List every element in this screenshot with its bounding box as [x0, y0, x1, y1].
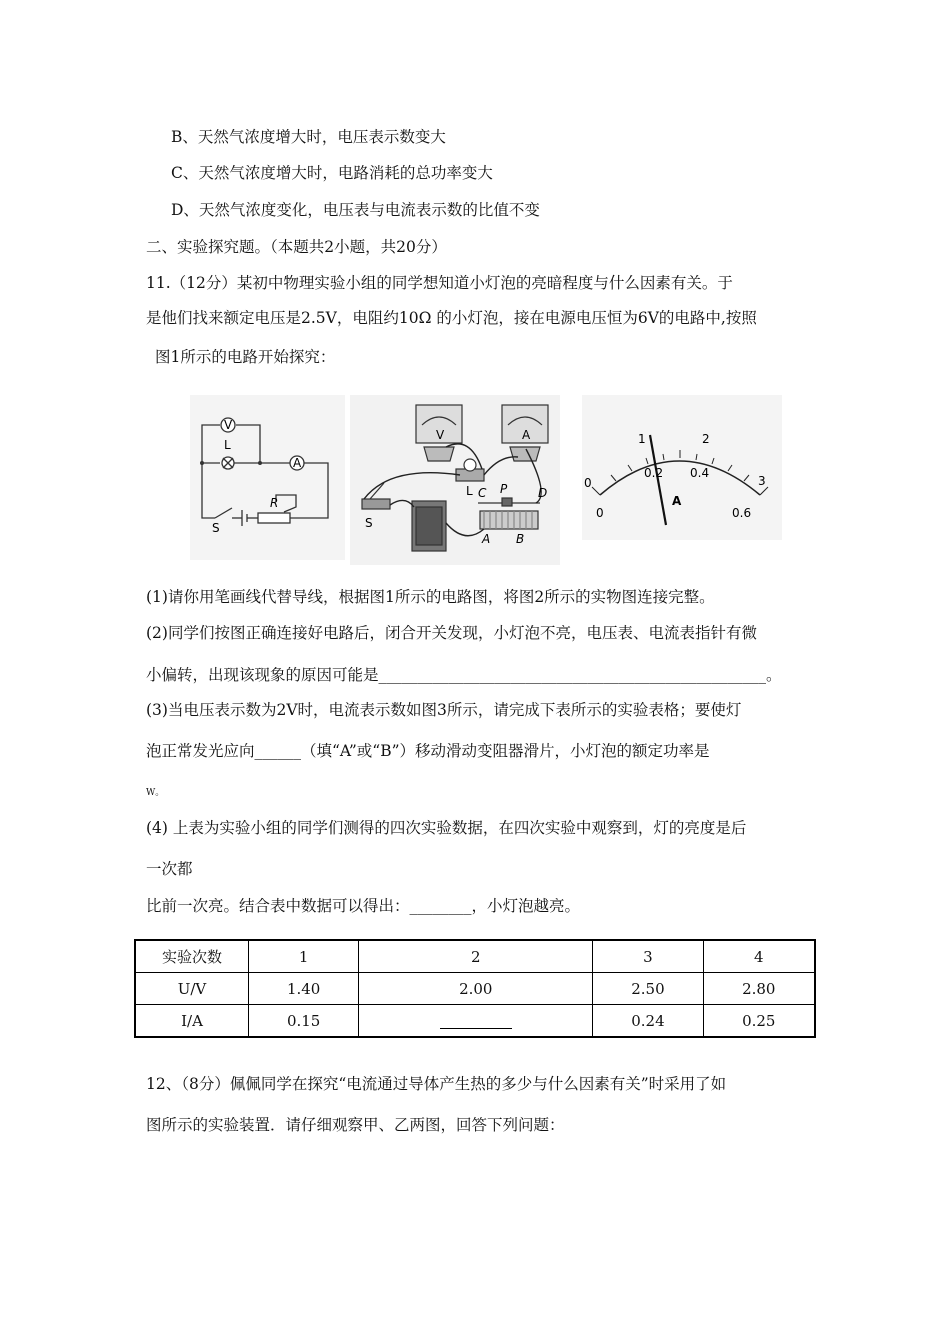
table-cell: 3 [593, 940, 703, 973]
table-cell: 2.00 [359, 973, 593, 1005]
data-table [134, 939, 816, 1038]
fig1-a-label: A [293, 456, 302, 470]
q11-part-3-line-3: W。 [146, 788, 165, 798]
fig3-tick-2: 2 [702, 432, 710, 446]
fig2-s-label: S [365, 516, 373, 530]
fig3-tick-3: 3 [758, 474, 766, 488]
fig3-tick-1: 1 [638, 432, 646, 446]
fig2-b-label: B [516, 532, 525, 546]
table-cell: 0.25 [703, 1005, 815, 1038]
q11-part-1: (1)请你用笔画线代替导线，根据图1所示的电路图，将图2所示的实物图连接完整。 [146, 588, 715, 606]
fig2-v-label: V [436, 428, 445, 442]
answer-blank [440, 1014, 512, 1029]
q11-line-3: 图1所示的电路开始探究： [155, 348, 336, 366]
q12-line-1: 12、（8分）佩佩同学在探究“电流通过导体产生热的多少与什么因素有关”时采用了如 [146, 1075, 727, 1093]
q11-part-4-line-2: 一次都 [146, 860, 193, 878]
table-cell: 实验次数 [135, 940, 249, 973]
fig2-a2-label: A [482, 532, 491, 546]
table-cell: 2 [359, 940, 593, 973]
q11-part-2-line-1: (2)同学们按图正确连接好电路后，闭合开关发现，小灯泡不亮，电压表、电流表指针有微 [146, 624, 757, 642]
fig3-tick-02: 0.2 [644, 466, 664, 480]
fig2-c-label: C [478, 486, 487, 500]
table-cell: 0.24 [593, 1005, 703, 1038]
section-title: 二、实验探究题。（本题共2小题，共20分） [146, 238, 447, 256]
fig3-unit-label: A [672, 494, 682, 508]
figure-group [190, 395, 775, 565]
table-cell: 0.15 [249, 1005, 359, 1038]
q12-line-2: 图所示的实验装置．请仔细观察甲、乙两图，回答下列问题： [146, 1116, 565, 1134]
table-header-row [135, 940, 815, 973]
q11-part-4-line-1: (4) 上表为实验小组的同学们测得的四次实验数据，在四次实验中观察到，灯的亮度是后 [146, 819, 747, 837]
q11-part-4-line-3: 比前一次亮。结合表中数据可以得出：________，小灯泡越亮。 [146, 897, 581, 915]
fig3-tick-04: 0.4 [690, 466, 710, 480]
fig2-p-label: P [500, 482, 508, 496]
table-cell: 1.40 [249, 973, 359, 1005]
option-c: C、天然气浓度增大时，电路消耗的总功率变大 [171, 164, 493, 182]
table-cell: 1 [249, 940, 359, 973]
q11-part-3-line-1: (3)当电压表示数为2V时，电流表示数如图3所示，请完成下表所示的实验表格；要使灯 [146, 701, 742, 719]
option-d: D、天然气浓度变化，电压表与电流表示数的比值不变 [171, 201, 540, 219]
fig1-v-label: V [224, 418, 233, 432]
table-row [135, 973, 815, 1005]
fig3-tick-06: 0.6 [732, 506, 752, 520]
table-cell: I/A [135, 1005, 249, 1038]
figure-2-apparatus [350, 395, 560, 565]
fig1-s-label: S [212, 521, 220, 535]
figure-1-circuit-diagram [190, 395, 345, 560]
fig3-tick-0-outer: 0 [584, 476, 592, 490]
figure-3-ammeter-dial [582, 395, 782, 540]
fig1-r-label: R [270, 496, 279, 510]
table-cell: 2.50 [593, 973, 703, 1005]
fig2-a-label: A [522, 428, 531, 442]
table-row [135, 1005, 815, 1038]
fig1-l-label: L [224, 438, 231, 452]
q11-line-2: 是他们找来额定电压是2.5V，电阻约10Ω 的小灯泡，接在电源电压恒为6V的电路中,按照 [146, 309, 757, 327]
fig2-d-label: D [538, 486, 548, 500]
fig2-l-label: L [466, 484, 473, 498]
q11-part-3-line-2: 泡正常发光应向______（填“A”或“B”）移动滑动变阻器滑片，小灯泡的额定功率是 [146, 742, 710, 760]
table-cell: 2.80 [703, 973, 815, 1005]
fig3-tick-0: 0 [596, 506, 604, 520]
q11-part-2-line-2: 小偏转，出现该现象的原因可能是__________________________________________________。 [146, 666, 782, 684]
q11-line-1: 11.（12分）某初中物理实验小组的同学想知道小灯泡的亮暗程度与什么因素有关。于 [146, 274, 733, 292]
table-cell-blank[interactable] [359, 1005, 593, 1038]
table-cell: 4 [703, 940, 815, 973]
option-b: B、天然气浓度增大时，电压表示数变大 [171, 128, 446, 146]
table-cell: U/V [135, 973, 249, 1005]
